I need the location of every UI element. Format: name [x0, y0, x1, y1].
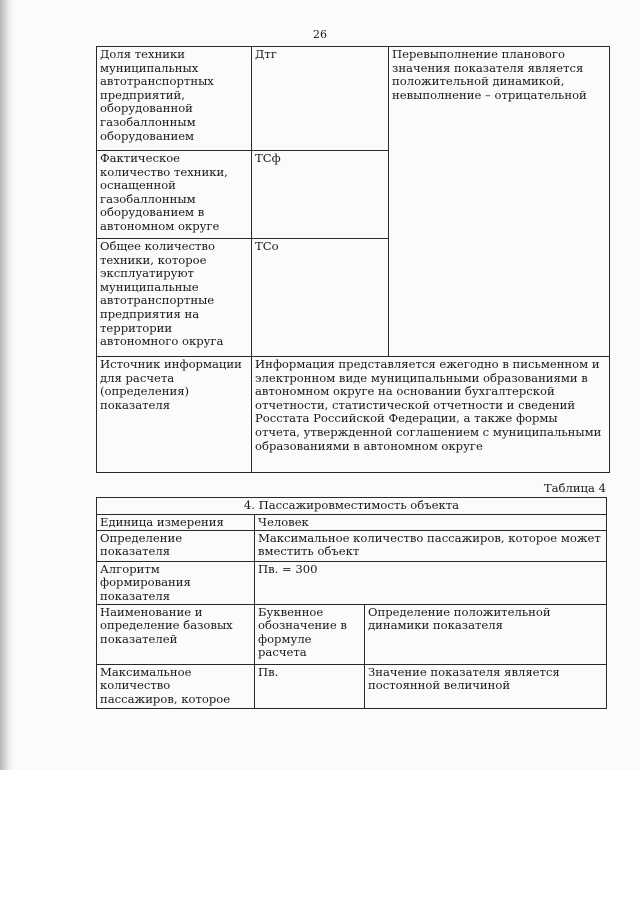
base-indicator-name: Доля техники муниципальных автотранспортных предприятий, оборудованной газобаллонным оборудованием — [97, 47, 252, 151]
source-label: Источник информации для расчета (определения) показателя — [97, 357, 252, 473]
unit-label: Единица измерения — [97, 515, 255, 531]
positive-dynamics-definition: Значение показателя является постоянной величиной — [365, 664, 607, 708]
source-text: Информация представляется ежегодно в письменном и электронном виде муниципальными образованиями в автономном округе на основании бухгалтерской отчетности, статистической отчетности и сведений Росстата Российской Федерации, а также формы отчета, утвержденной соглашением с муниципальными образованиями в автономном округе — [252, 357, 610, 473]
algorithm-value: Пв. = 300 — [255, 561, 607, 604]
base-indicator-symbol: ТСф — [252, 151, 389, 239]
table-title: 4. Пассажировместимость объекта — [97, 498, 607, 515]
indicator-table-3 — [96, 46, 610, 473]
header-base-indicators: Наименование и определение базовых показателей — [97, 604, 255, 664]
positive-dynamics-definition: Перевыполнение планового значения показателя является положительной динамикой, невыполнение – отрицательной — [389, 47, 610, 357]
indicator-table-4 — [96, 497, 607, 709]
base-indicator-symbol: Пв. — [255, 664, 365, 708]
base-indicator-name: Общее количество техники, которое эксплуатируют муниципальные автотранспортные предприятия на территории автономного округа — [97, 239, 252, 357]
base-indicator-symbol: Дтг — [252, 47, 389, 151]
blank-area — [0, 770, 640, 905]
definition-label: Определение показателя — [97, 530, 255, 561]
header-positive-dynamics: Определение положительной динамики показателя — [365, 604, 607, 664]
base-indicator-name: Фактическое количество техники, оснащенной газобаллонным оборудованием в автономном округе — [97, 151, 252, 239]
algorithm-label: Алгоритм формирования показателя — [97, 561, 255, 604]
base-indicator-name: Максимальное количество пассажиров, которое — [97, 664, 255, 708]
page-number: 26 — [313, 28, 327, 41]
header-letter-symbol: Буквенное обозначение в формуле расчета — [255, 604, 365, 664]
page-shadow-edge — [0, 0, 14, 770]
table-caption: Таблица 4 — [543, 481, 606, 495]
definition-value: Максимальное количество пассажиров, которое может вместить объект — [255, 530, 607, 561]
base-indicator-symbol: ТСо — [252, 239, 389, 357]
unit-value: Человек — [255, 515, 607, 531]
